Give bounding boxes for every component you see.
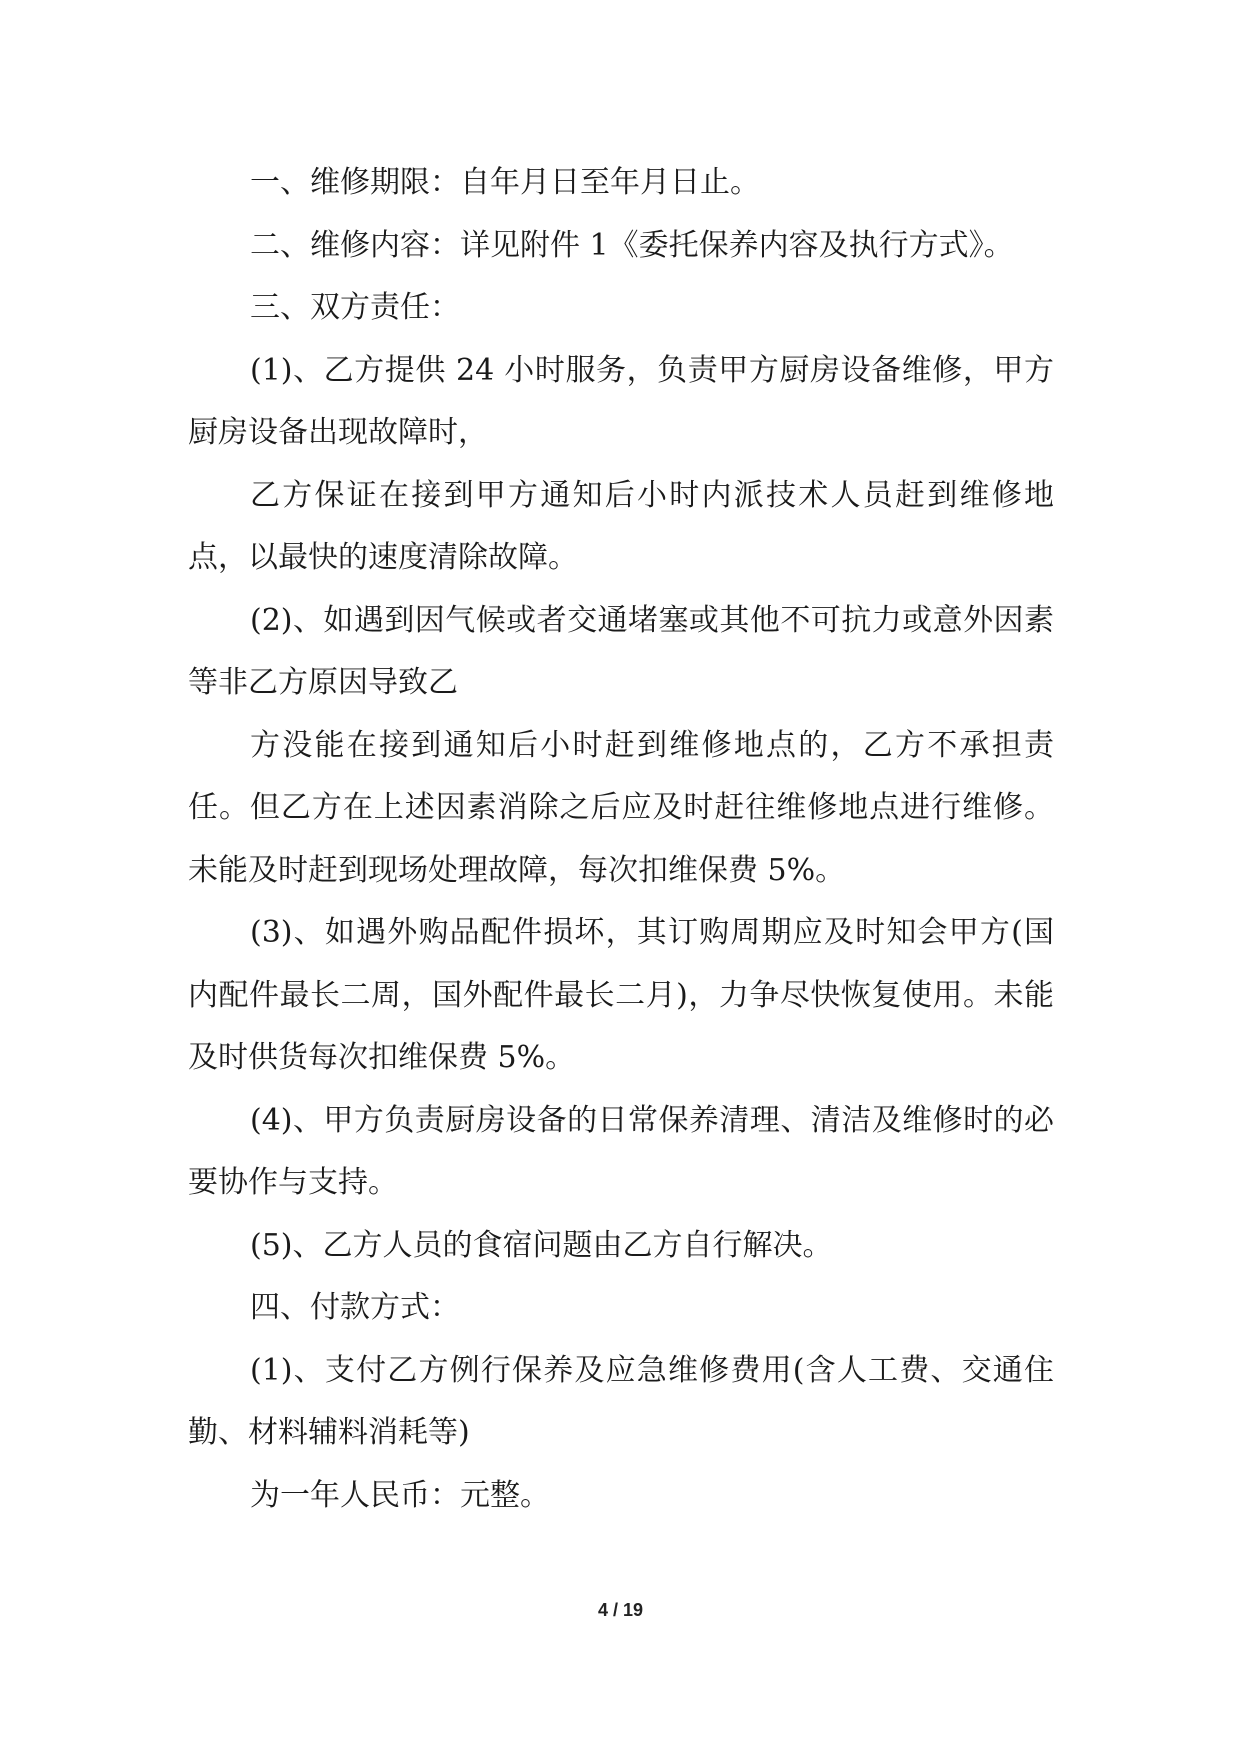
paragraph-item-2: (2)、如遇到因气候或者交通堵塞或其他不可抗力或意外因素等非乙方原因导致乙 (188, 602, 1054, 700)
page-number: 4 / 19 (597, 1600, 644, 1620)
paragraph-item-3: (3)、如遇外购品配件损坏，其订购周期应及时知会甲方(国内配件最长二周，国外配件最长二月)，力争尽快恢复使用。未能及时供货每次扣维保费 5%。 (188, 915, 1054, 1075)
document-body (188, 152, 1054, 1527)
paragraph-item-2-cont: 方没能在接到通知后小时赶到维修地点的，乙方不承担责任。但乙方在上述因素消除之后应及时赶往维修地点进行维修。未能及时赶到现场处理故障，每次扣维保费 5%。 (188, 727, 1054, 888)
paragraph-payment-amount: 为一年人民币：元整。 (250, 1477, 550, 1513)
paragraph-payment-1: (1)、支付乙方例行保养及应急维修费用(含人工费、交通住勤、材料辅料消耗等) (188, 1352, 1054, 1450)
paragraph-item-5: (5)、乙方人员的食宿问题由乙方自行解决。 (250, 1227, 833, 1263)
paragraph-term: 一、维修期限：自年月日至年月日止。 (250, 165, 760, 200)
heading-payment: 四、付款方式： (250, 1290, 460, 1325)
paragraph-content: 二、维修内容：详见附件 1《委托保养内容及执行方式》。 (250, 227, 1014, 263)
paragraph-item-1: (1)、乙方提供 24 小时服务，负责甲方厨房设备维修，甲方厨房设备出现故障时， (188, 352, 1054, 450)
heading-responsibilities: 三、双方责任： (250, 290, 460, 325)
paragraph-item-1-cont: 乙方保证在接到甲方通知后小时内派技术人员赶到维修地点，以最快的速度清除故障。 (188, 477, 1054, 575)
paragraph-item-4: (4)、甲方负责厨房设备的日常保养清理、清洁及维修时的必要协作与支持。 (188, 1102, 1054, 1200)
